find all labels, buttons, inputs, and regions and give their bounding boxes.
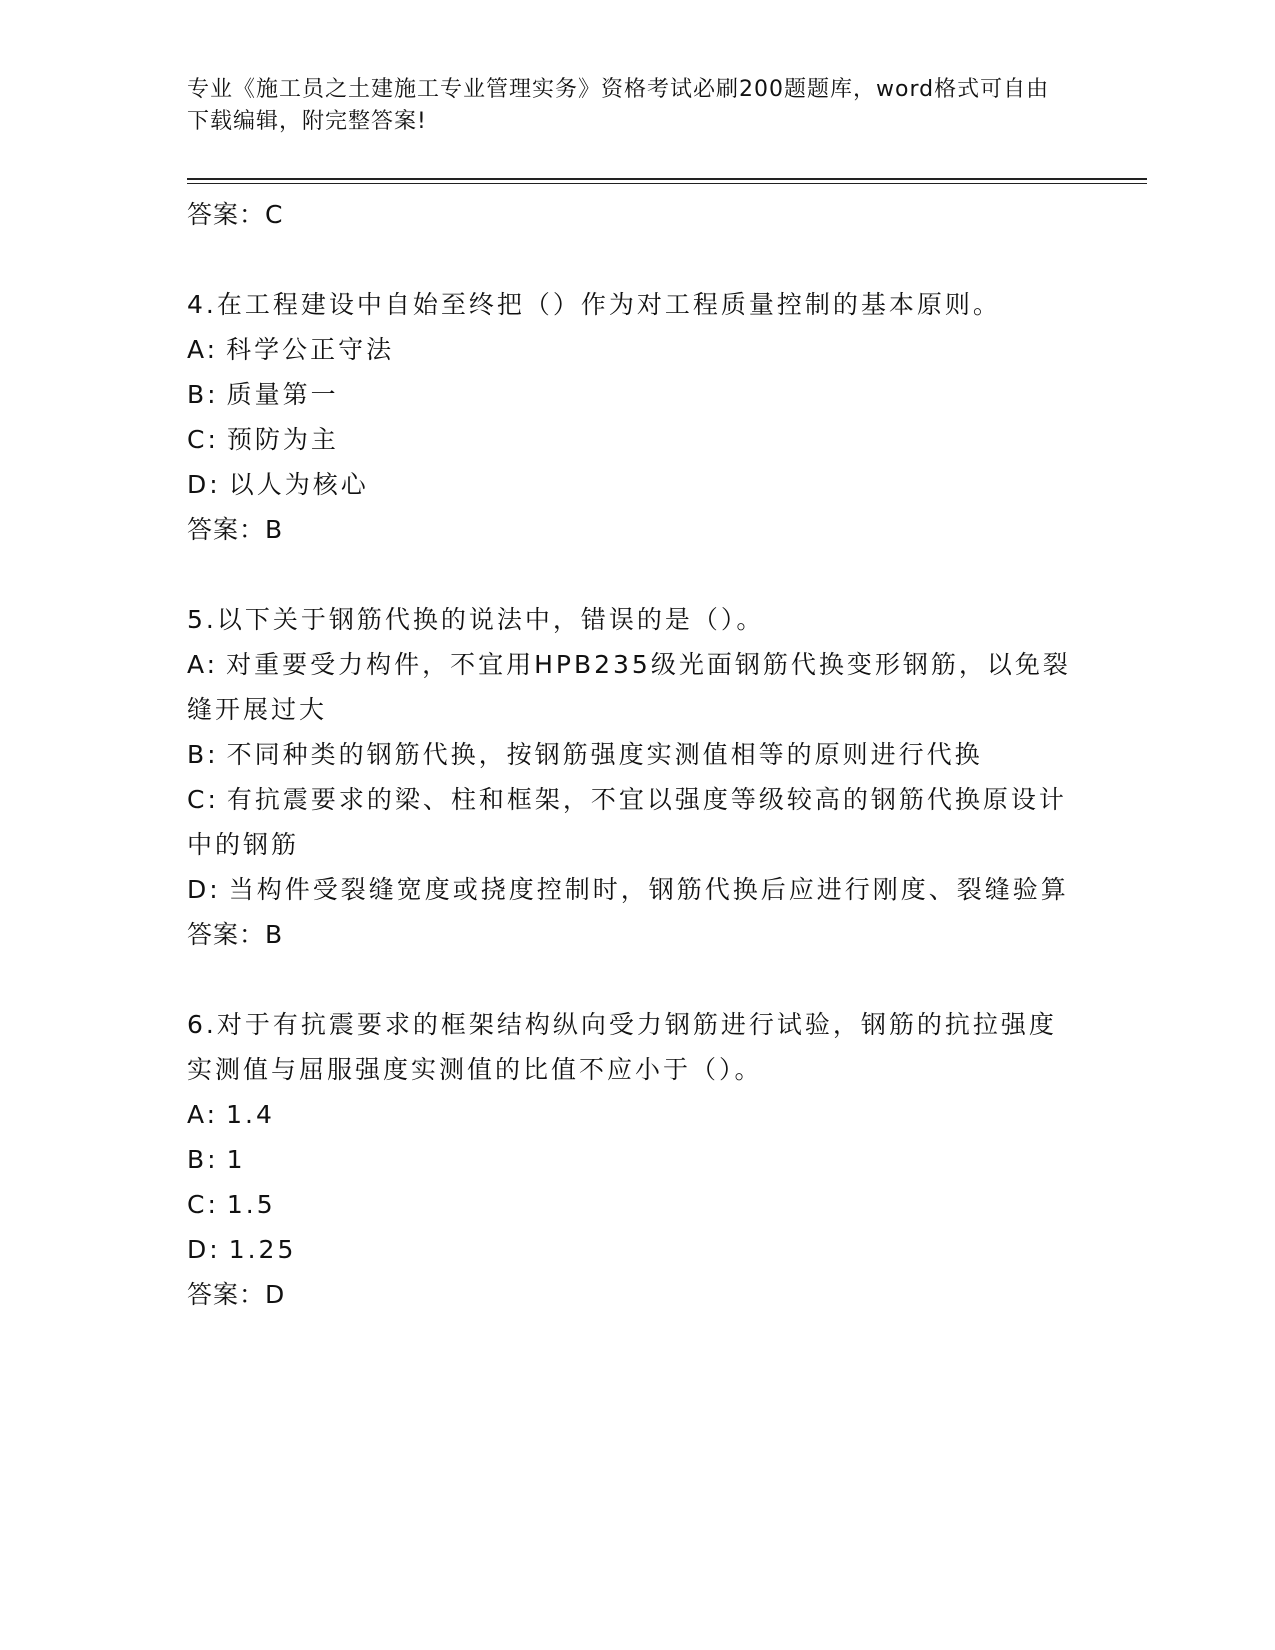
option-text: 1: [226, 1145, 246, 1174]
option-key: C:: [187, 1190, 219, 1219]
spacer: [187, 957, 1077, 1002]
option-text: 有抗震要求的梁、柱和框架，不宜以强度等级较高的钢筋代换原设计中的钢筋: [187, 785, 1067, 859]
header-divider: [187, 178, 1147, 184]
question-stem: 5.以下关于钢筋代换的说法中，错误的是（）。: [187, 605, 765, 634]
option-text: 1.5: [226, 1190, 276, 1219]
option-key: A:: [187, 335, 219, 364]
option-text: 科学公正守法: [226, 335, 395, 364]
option-text: 不同种类的钢筋代换，按钢筋强度实测值相等的原则进行代换: [226, 740, 983, 769]
option-key: B:: [187, 1145, 219, 1174]
option-key: C:: [187, 425, 219, 454]
question-answer: 答案：B: [187, 920, 284, 949]
option-text: 预防为主: [226, 425, 339, 454]
option-b: [187, 1137, 1077, 1182]
question-block: [187, 1002, 1077, 1317]
question-answer: 答案：D: [187, 1280, 286, 1309]
option-text: 当构件受裂缝宽度或挠度控制时，钢筋代换后应进行刚度、裂缝验算: [228, 875, 1069, 904]
option-d: [187, 462, 1077, 507]
option-d: [187, 867, 1077, 912]
option-a: [187, 1092, 1077, 1137]
option-c: [187, 417, 1077, 462]
option-b: [187, 372, 1077, 417]
question-block: [187, 597, 1077, 957]
question-answer: 答案：B: [187, 515, 284, 544]
option-text: 1.4: [226, 1100, 275, 1129]
option-c: [187, 777, 1077, 867]
option-b: [187, 732, 1077, 777]
question-stem: 4.在工程建设中自始至终把（）作为对工程质量控制的基本原则。: [187, 290, 1001, 319]
previous-answer: 答案：C: [187, 200, 284, 229]
spacer: [187, 552, 1077, 597]
option-key: D:: [187, 1235, 221, 1264]
option-key: D:: [187, 875, 221, 904]
option-key: B:: [187, 740, 219, 769]
page-header: 专业《施工员之土建施工专业管理实务》资格考试必刷200题题库，word格式可自由下载编辑，附完整答案!: [187, 77, 1050, 134]
option-key: C:: [187, 785, 219, 814]
option-a: [187, 327, 1077, 372]
option-c: [187, 1182, 1077, 1227]
option-text: 以人为核心: [228, 470, 369, 499]
option-a: [187, 642, 1077, 732]
option-key: A:: [187, 1100, 219, 1129]
option-key: B:: [187, 380, 219, 409]
option-text: 质量第一: [226, 380, 339, 409]
question-stem: 6.对于有抗震要求的框架结构纵向受力钢筋进行试验，钢筋的抗拉强度实测值与屈服强度实测值的比值不应小于（）。: [187, 1010, 1057, 1084]
document-body: [187, 192, 1077, 1317]
option-d: [187, 1227, 1077, 1272]
option-key: D:: [187, 470, 221, 499]
option-key: A:: [187, 650, 219, 679]
spacer: [187, 237, 1077, 282]
question-block: [187, 282, 1077, 552]
option-text: 1.25: [228, 1235, 297, 1264]
option-text: 对重要受力构件，不宜用HPB235级光面钢筋代换变形钢筋，以免裂缝开展过大: [187, 650, 1071, 724]
